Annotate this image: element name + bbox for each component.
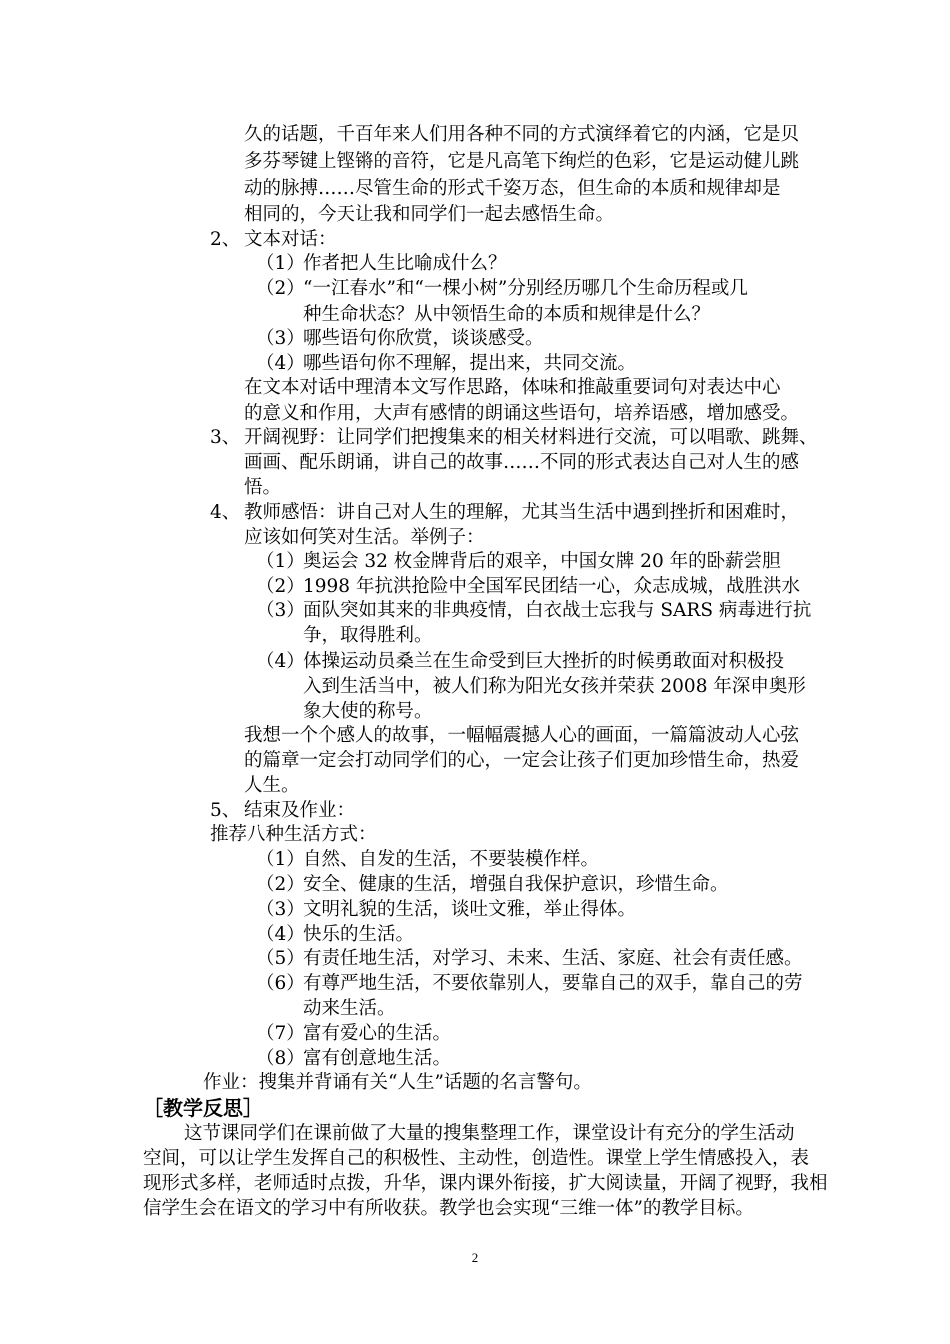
reflection-heading: ［教学反思］ bbox=[143, 1096, 263, 1120]
list-item: 奥运会 32 枚金牌背后的艰辛，中国女牌 20 年的卧薪尝胆 bbox=[303, 551, 781, 572]
homework-line: 作业：搜集并背诵有关“人生”话题的名言警句。 bbox=[203, 1072, 592, 1093]
reflection-line: 空间，可以让学生发挥自己的积极性、主动性，创造性。课堂上学生情感投入，表 bbox=[143, 1148, 810, 1169]
section-intro: 推荐八种生活方式： bbox=[210, 824, 377, 845]
section-title: 结束及作业： bbox=[244, 800, 356, 821]
section-number: 4、 bbox=[210, 502, 241, 523]
list-number: （2） bbox=[256, 278, 305, 299]
list-number: （3） bbox=[256, 600, 305, 621]
list-item: 1998 年抗洪抢险中全国军民团结一心，众志成城，战胜洪水 bbox=[303, 576, 800, 597]
section-line: 开阔视野：让同学们把搜集来的相关材料进行交流，可以唱歌、跳舞、 bbox=[244, 427, 818, 448]
section-line: 教师感悟：讲自己对人生的理解，尤其当生活中遇到挫折和困难时， bbox=[244, 502, 800, 523]
list-item: 象大使的称号。 bbox=[303, 701, 433, 722]
intro-line: 久的话题，千百年来人们用各种不同的方式演绎着它的内涵，它是贝 bbox=[244, 124, 800, 145]
list-item: 动来生活。 bbox=[303, 998, 396, 1019]
list-item: 哪些语句你不理解，提出来，共同交流。 bbox=[303, 353, 637, 374]
intro-line: 多芬琴键上铿锵的音符，它是凡高笔下绚烂的色彩，它是运动健儿跳 bbox=[244, 151, 800, 172]
list-item: 种生命状态？从中领悟生命的本质和规律是什么？ bbox=[303, 304, 711, 325]
list-number: （6） bbox=[256, 973, 305, 994]
reflection-line: 这节课同学们在课前做了大量的搜集整理工作，课堂设计有充分的学生活动 bbox=[184, 1123, 795, 1144]
list-number: （1） bbox=[256, 253, 305, 274]
list-number: （3） bbox=[256, 899, 305, 920]
list-number: （1） bbox=[256, 551, 305, 572]
list-item: 文明礼貌的生活，谈吐文雅，举止得体。 bbox=[303, 899, 637, 920]
list-number: （5） bbox=[256, 948, 305, 969]
list-number: （4） bbox=[256, 651, 305, 672]
summary-line: 我想一个个感人的故事，一幅幅震撼人心的画面，一篇篇波动人心弦 bbox=[244, 725, 800, 746]
list-number: （2） bbox=[256, 576, 305, 597]
list-item: 体操运动员桑兰在生命受到巨大挫折的时候勇敢面对积极投 bbox=[303, 651, 785, 672]
list-item: 面队突如其来的非典疫情，白衣战士忘我与 SARS 病毒进行抗 bbox=[303, 600, 812, 621]
summary-line: 的篇章一定会打动同学们的心，一定会让孩子们更加珍惜生命，热爱 bbox=[244, 750, 800, 771]
summary-line: 人生。 bbox=[244, 775, 300, 796]
section-line: 应该如何笑对生活。举例子： bbox=[244, 527, 485, 548]
list-number: （1） bbox=[256, 849, 305, 870]
list-item: 争，取得胜利。 bbox=[303, 625, 433, 646]
list-item: 富有爱心的生活。 bbox=[303, 1023, 452, 1044]
section-line: 悟。 bbox=[244, 477, 282, 498]
list-item: 快乐的生活。 bbox=[303, 924, 415, 945]
list-item: 作者把人生比喻成什么？ bbox=[303, 253, 507, 274]
list-item: 安全、健康的生活，增强自我保护意识，珍惜生命。 bbox=[303, 874, 729, 895]
list-item: 入到生活当中，被人们称为阳光女孩并荣获 2008 年深申奥形 bbox=[303, 676, 806, 697]
list-item: 自然、自发的生活，不要装模作样。 bbox=[303, 849, 600, 870]
page-number: 2 bbox=[471, 1250, 479, 1265]
intro-line: 动的脉搏……尽管生命的形式千姿万态，但生命的本质和规律却是 bbox=[244, 178, 781, 199]
list-item: 有责任地生活，对学习、未来、生活、家庭、社会有责任感。 bbox=[303, 948, 803, 969]
list-number: （8） bbox=[256, 1048, 305, 1069]
summary-line: 的意义和作用，大声有感情的朗诵这些语句，培养语感，增加感受。 bbox=[244, 403, 800, 424]
section-title: 文本对话： bbox=[244, 229, 337, 250]
reflection-line: 现形式多样，老师适时点拨，升华，课内课外衔接，扩大阅读量，开阔了视野，我相 bbox=[143, 1173, 828, 1194]
section-number: 3、 bbox=[210, 427, 241, 448]
list-item: “一江春水”和“一棵小树”分别经历哪几个生命历程或几 bbox=[303, 278, 748, 299]
list-item: 有尊严地生活，不要依靠别人，要靠自己的双手，靠自己的劳 bbox=[303, 973, 803, 994]
list-number: （2） bbox=[256, 874, 305, 895]
list-item: 富有创意地生活。 bbox=[303, 1048, 452, 1069]
list-item: 哪些语句你欣赏，谈谈感受。 bbox=[303, 328, 544, 349]
reflection-line: 信学生会在语文的学习中有所收获。教学也会实现“三维一体”的教学目标。 bbox=[143, 1198, 754, 1219]
intro-line: 相同的，今天让我和同学们一起去感悟生命。 bbox=[244, 204, 615, 225]
summary-line: 在文本对话中理清本文写作思路，体味和推敲重要词句对表达中心 bbox=[244, 377, 781, 398]
list-number: （4） bbox=[256, 353, 305, 374]
section-number: 2、 bbox=[210, 229, 241, 250]
list-number: （4） bbox=[256, 924, 305, 945]
section-number: 5、 bbox=[210, 800, 241, 821]
list-number: （3） bbox=[256, 328, 305, 349]
section-line: 画画、配乐朗诵，讲自己的故事……不同的形式表达自己对人生的感 bbox=[244, 452, 800, 473]
list-number: （7） bbox=[256, 1023, 305, 1044]
